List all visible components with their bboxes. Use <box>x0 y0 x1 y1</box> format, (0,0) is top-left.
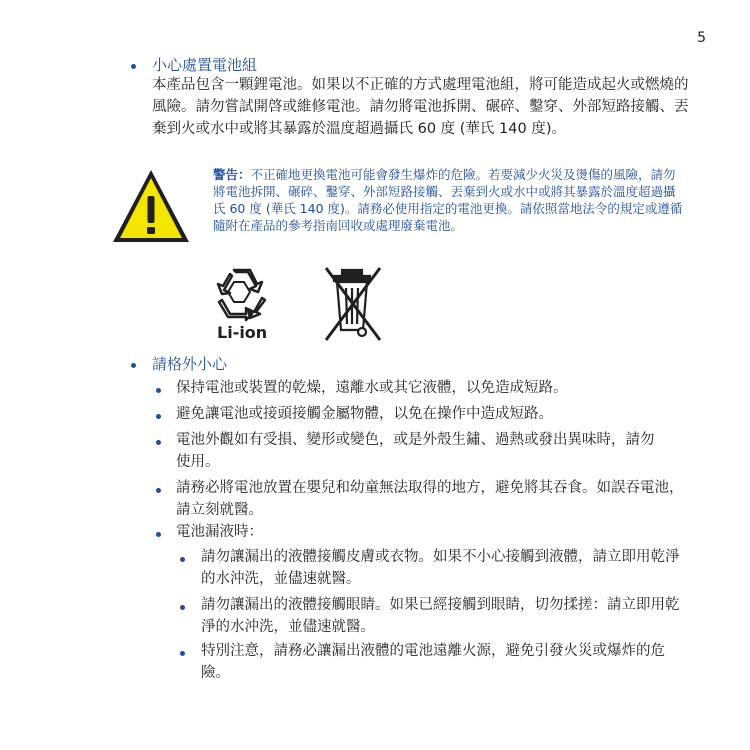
sub-list-bullet <box>180 557 185 562</box>
warning-triangle-icon <box>110 166 192 252</box>
battery-section-paragraph: 本產品包含一顆鋰電池。如果以不正確的方式處理電池組，將可能造成起火或燃燒的風險。請勿嘗試開啓或維修電池。請勿將電池拆開、碾碎、鑿穿、外部短路接觸、丟棄到火或水中或將其暴露於溫度超過攝氏 60 度 (華氏 140 度)。 <box>152 77 689 137</box>
warning-label: 警告： <box>213 167 251 182</box>
list-item: 避免讓電池或接頭接觸金屬物體，以免在操作中造成短路。 <box>176 406 553 422</box>
crossed-bin-icon <box>322 264 384 348</box>
recycle-icon <box>210 262 274 330</box>
list-bullet <box>156 414 161 419</box>
li-ion-label: Li-ion <box>217 323 268 342</box>
page-number: 5 <box>697 30 706 46</box>
list-item: 保持電池或裝置的乾燥，遠離水或其它液體，以免造成短路。 <box>176 380 568 396</box>
list-item: 請務必將電池放置在嬰兒和幼童無法取得的地方，避免將其吞食。如誤吞電池，請立刻就醫。 <box>176 480 684 518</box>
sub-list-item: 請勿讓漏出的液體接觸皮膚或衣物。如果不小心接觸到液體，請立即用乾淨的水沖洗，並儘速就醫。 <box>201 549 680 587</box>
warning-block <box>213 166 683 234</box>
sub-list-bullet <box>180 651 185 656</box>
list-item: 電池外觀如有受損、變形或變色，或是外殼生鏽、過熱或發出異味時，請勿使用。 <box>176 432 655 470</box>
sub-list-item: 特別注意，請務必讓漏出液體的電池遠離火源，避免引發火災或爆炸的危險。 <box>201 643 665 681</box>
caution-section-heading: 請格外小心 <box>152 355 228 373</box>
list-item: 電池漏液時： <box>176 524 263 540</box>
battery-section-heading: 小心處置電池組 <box>152 56 258 74</box>
list-bullet <box>156 532 161 537</box>
section-bullet <box>131 363 136 368</box>
section-bullet <box>131 64 136 69</box>
list-bullet <box>156 488 161 493</box>
sub-list-item: 請勿讓漏出的液體接觸眼睛。如果已經接觸到眼睛，切勿揉搓：請立即用乾淨的水沖洗，並儘速就醫。 <box>201 597 680 635</box>
list-bullet <box>156 440 161 445</box>
sub-list-bullet <box>180 605 185 610</box>
warning-text: 不正確地更換電池可能會發生爆炸的危險。若要減少火災及燙傷的風險，請勿將電池拆開、碾碎、鑿穿、外部短路接觸、丟棄到火或水中或將其暴露於溫度超過攝氏 60 度 (華氏 140 度)。請務必使用指定的電池更換。請依照當地法令的規定或遵循隨附在產品的參考指南回收或處理廢棄電池。 <box>213 167 683 233</box>
list-bullet <box>156 388 161 393</box>
